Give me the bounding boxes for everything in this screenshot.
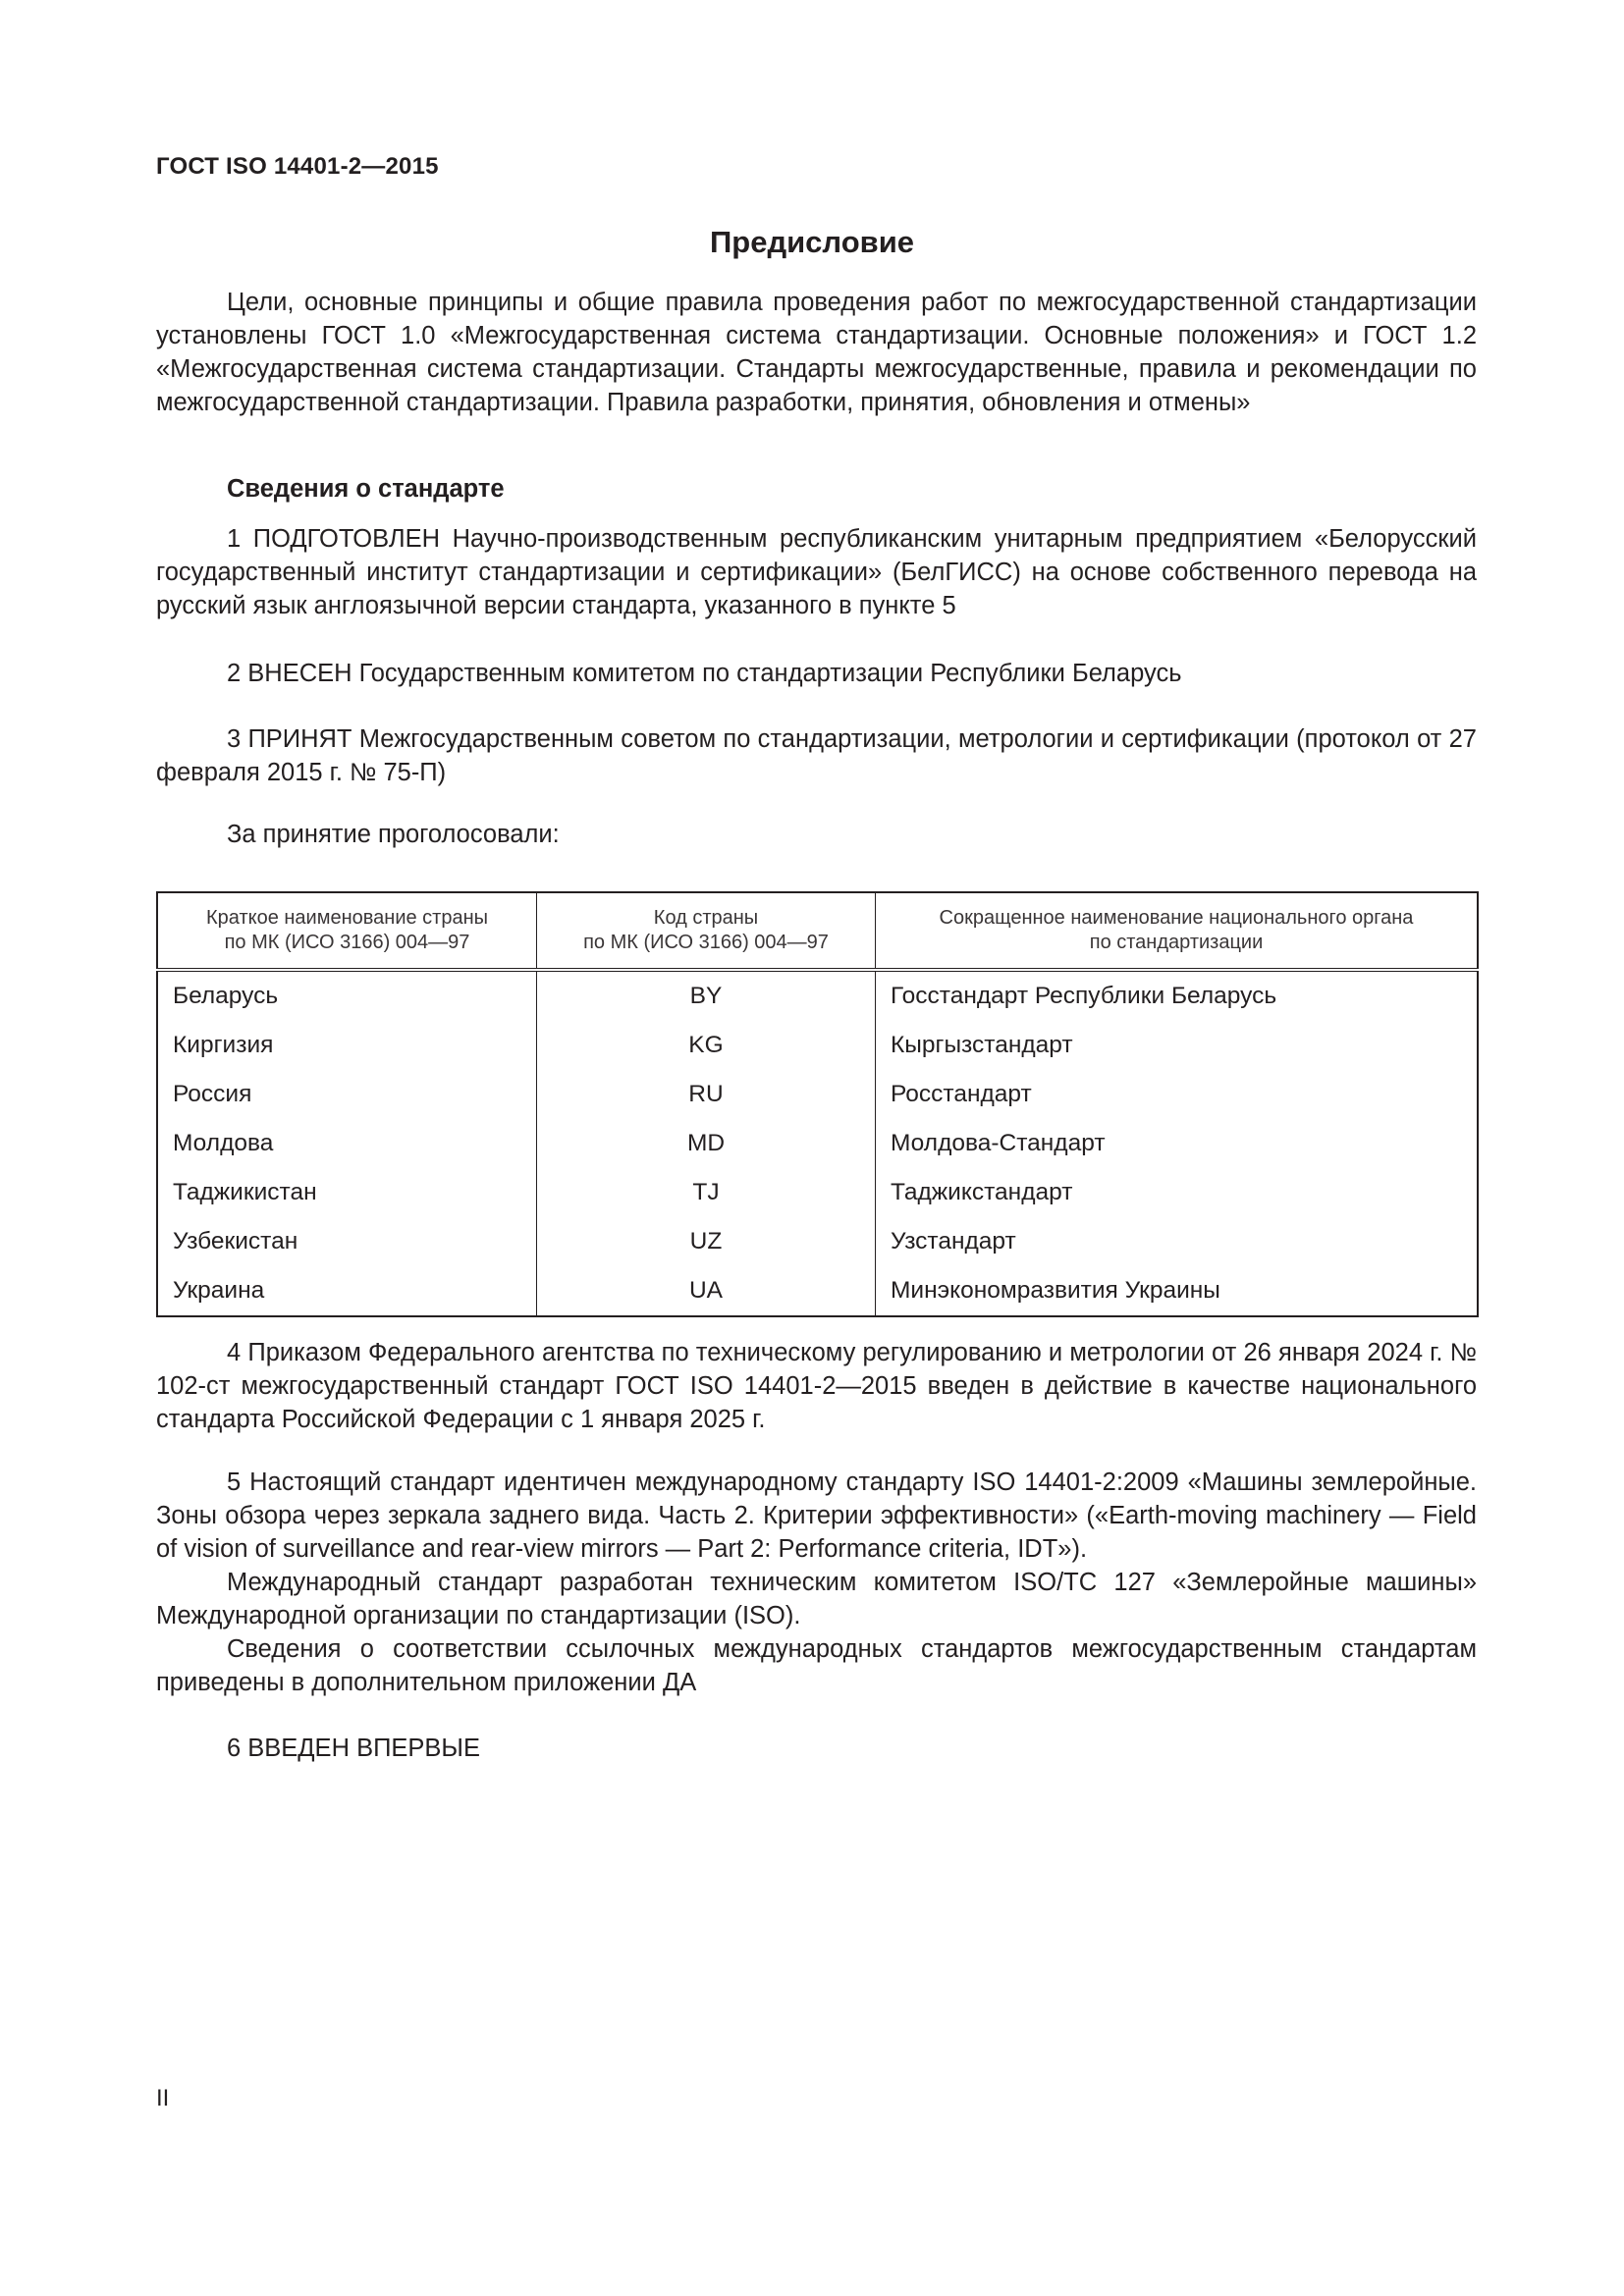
header-line: по МК (ИСО 3166) 004—97 (224, 932, 470, 953)
country-cell: Таджикистан (157, 1168, 537, 1217)
table-row (157, 1119, 1478, 1168)
code-cell: UA (537, 1266, 876, 1316)
header-line: по стандартизации (1089, 932, 1264, 953)
code-cell: UZ (537, 1217, 876, 1266)
table-row (157, 1070, 1478, 1119)
item-6-paragraph: 6 ВВЕДЕН ВПЕРВЫЕ (227, 1735, 481, 1762)
page-title: Предисловие (709, 225, 914, 259)
header-line: Краткое наименование страны (205, 907, 489, 929)
member-countries-table (156, 891, 1479, 1317)
document-header: ГОСТ ISO 14401-2—2015 (156, 153, 439, 180)
code-cell: KG (537, 1021, 876, 1070)
body-cell: Молдова-Стандарт (891, 1130, 1106, 1156)
intro-paragraph: Цели, основные принципы и общие правила проведения работ по межгосударственной стандартизации установлены ГОСТ 1.0 «Межгосударственная система стандартизации. Основные положения» и ГОСТ 1.2 «Межгосударственная система стандартизации. Стандарты межгосударственные, правила и рекомендации по межгосударственной стандартизации. Правила разработки, принятия, обновления и отмены» (156, 289, 1477, 416)
item-5-references-paragraph: Сведения о соответствии ссылочных международных стандартов межгосударственным стандартам приведены в дополнительном приложении ДА (156, 1635, 1477, 1696)
body-cell: Минэкономразвития Украины (891, 1277, 1220, 1304)
standard-info-heading: Сведения о стандарте (227, 475, 505, 503)
item-4-paragraph: 4 Приказом Федерального агентства по техническому регулированию и метрологии от 26 января 2024 г. № 102-ст межгосударственный стандарт ГОСТ ISO 14401-2—2015 введен в действие в качестве национального стандарта Российской Федерации с 1 января 2025 г. (156, 1339, 1477, 1433)
code-cell: TJ (537, 1168, 876, 1217)
item-5-committee-paragraph: Международный стандарт разработан техническим комитетом ISO/TC 127 «Землеройные машины» Международной организации по стандартизации (ISO). (156, 1569, 1477, 1629)
header-national-body (876, 892, 1479, 970)
page-number: II (156, 2085, 170, 2111)
body-cell: Росстандарт (891, 1081, 1032, 1107)
table-row (157, 970, 1478, 1021)
header-line: по МК (ИСО 3166) 004—97 (583, 932, 829, 953)
country-cell: Россия (157, 1070, 537, 1119)
item-5-paragraph: 5 Настоящий стандарт идентичен международному стандарту ISO 14401-2:2009 «Машины землеройные. Зоны обзора через зеркала заднего вида. Часть 2. Критерии эффективности» («Earth-moving machinery — Field of vision of surveillance and rear-view mirrors — Part 2: Performance criteria, IDT»). (156, 1468, 1477, 1563)
voted-label: За принятие проголосовали: (227, 821, 560, 848)
header-line: Код страны (653, 907, 759, 929)
body-cell: Кыргызстандарт (891, 1032, 1073, 1058)
table-row (157, 1266, 1478, 1316)
body-cell: Таджикстандарт (891, 1179, 1073, 1205)
country-cell: Молдова (157, 1119, 537, 1168)
country-cell: Узбекистан (157, 1217, 537, 1266)
table-row (157, 1168, 1478, 1217)
header-country-name (157, 892, 537, 970)
country-cell: Беларусь (157, 970, 537, 1021)
table-row (157, 1217, 1478, 1266)
country-cell: Украина (157, 1266, 537, 1316)
header-line: Сокращенное наименование национального органа (939, 907, 1414, 929)
table-header-row (157, 892, 1478, 970)
item-1-paragraph: 1 ПОДГОТОВЛЕН Научно-производственным республиканским унитарным предприятием «Белорусский государственный институт стандартизации и сертификации» (БелГИСС) на основе собственного перевода на русский язык англоязычной версии стандарта, указанного в пункте 5 (156, 525, 1477, 619)
code-cell: RU (537, 1070, 876, 1119)
code-cell: MD (537, 1119, 876, 1168)
country-cell: Киргизия (157, 1021, 537, 1070)
header-country-code (537, 892, 876, 970)
code-cell: BY (537, 970, 876, 1021)
body-cell: Госстандарт Республики Беларусь (891, 983, 1277, 1009)
item-3-paragraph: 3 ПРИНЯТ Межгосударственным советом по стандартизации, метрологии и сертификации (протокол от 27 февраля 2015 г. № 75-П) (156, 725, 1477, 786)
body-cell: Узстандарт (891, 1228, 1016, 1255)
item-2-paragraph: 2 ВНЕСЕН Государственным комитетом по стандартизации Республики Беларусь (227, 660, 1182, 687)
table-row (157, 1021, 1478, 1070)
